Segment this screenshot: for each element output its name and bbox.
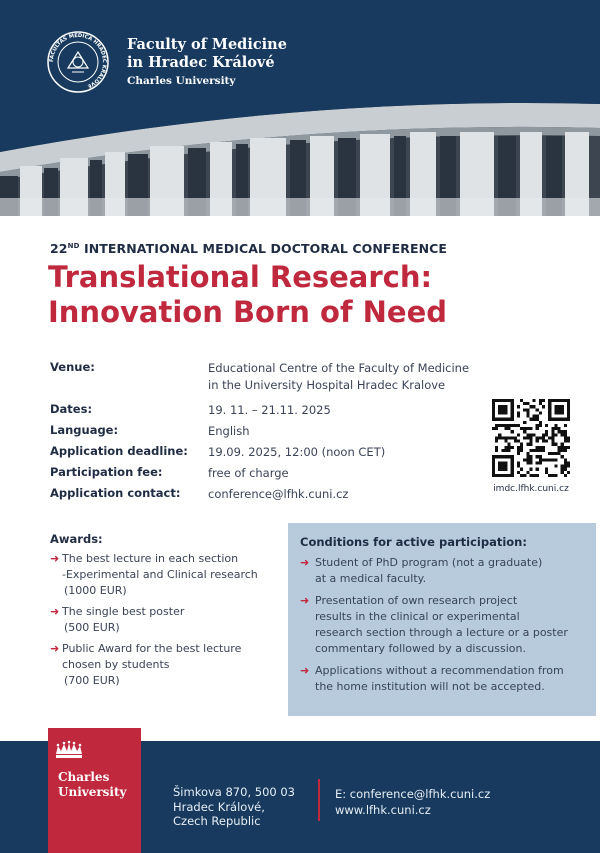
faculty-name: [127, 36, 287, 89]
dates-value: 19. 11. – 21.11. 2025: [208, 403, 331, 417]
title-line2: Innovation Born of Need: [48, 295, 448, 329]
deadline-label: Application deadline:: [50, 444, 188, 458]
contact-label: Application contact:: [50, 486, 181, 500]
building-photo: [0, 96, 600, 216]
qr-code-icon[interactable]: [492, 399, 570, 477]
contact-email-link[interactable]: conference@lfhk.cuni.cz: [208, 487, 349, 501]
language-value: English: [208, 424, 250, 438]
award-item: ➜ The single best poster (500 EUR): [50, 605, 185, 634]
condition-item: ➜ Presentation of own research project results in the clinical or experimental research section through a lecture or a poster commentary followed by a discussion.: [300, 594, 568, 655]
arrow-icon: ➜: [50, 642, 60, 655]
faculty-line2: in Hradec Králové: [127, 54, 275, 71]
university-name: Charles University: [127, 75, 236, 87]
logo-line1: Charles: [58, 770, 110, 784]
faculty-seal-icon: [46, 30, 110, 94]
footer-email-link[interactable]: E: conference@lfhk.cuni.cz: [335, 787, 491, 801]
conditions-box: [288, 523, 596, 716]
awards-section: [50, 532, 280, 694]
arrow-icon: ➜: [300, 556, 310, 569]
charles-university-logo: [48, 728, 141, 853]
award-item: ➜ Public Award for the best lecture chosen by students (700 EUR): [50, 642, 242, 687]
footer-divider: [318, 779, 320, 821]
deadline-value: 19.09. 2025, 12:00 (noon CET): [208, 445, 386, 459]
conference-title: [48, 260, 447, 330]
dates-label: Dates:: [50, 402, 93, 416]
award-item: ➜ The best lecture in each section -Experimental and Clinical research (1000 EUR): [50, 552, 258, 597]
fee-value: free of charge: [208, 466, 289, 480]
condition-item: ➜ Student of PhD program (not a graduate) at a medical faculty.: [300, 556, 543, 585]
qr-url[interactable]: imdc.lfhk.cuni.cz: [493, 484, 569, 494]
conditions-heading: Conditions for active participation:: [300, 535, 527, 549]
venue-label: Venue:: [50, 360, 95, 374]
crown-icon: [54, 740, 84, 760]
conference-name: 22ND INTERNATIONAL MEDICAL DOCTORAL CONFERENCE: [50, 241, 448, 256]
arrow-icon: ➜: [50, 605, 60, 618]
footer-web-link[interactable]: www.lfhk.cuni.cz: [335, 803, 431, 817]
logo-line2: University: [58, 785, 127, 799]
footer-contact: [335, 786, 490, 818]
condition-item: ➜ Applications without a recommendation from the home institution will not be accepted.: [300, 664, 564, 693]
awards-heading: Awards:: [50, 532, 103, 546]
arrow-icon: ➜: [50, 552, 60, 565]
faculty-line1: Faculty of Medicine: [127, 36, 287, 53]
svg-text:FACULTAS MEDICA HRADEC KRÁLOVÉ: FACULTAS MEDICA HRADEC KRÁLOVÉ: [48, 32, 108, 89]
venue-value: Educational Centre of the Faculty of Medicine in the University Hospital Hradec Kralove: [208, 361, 470, 392]
address: Šimkova 870, 500 03 Hradec Králové, Czech Republic: [173, 785, 295, 828]
language-label: Language:: [50, 423, 119, 437]
fee-label: Participation fee:: [50, 465, 163, 479]
arrow-icon: ➜: [300, 594, 310, 607]
arrow-icon: ➜: [300, 664, 310, 677]
title-line1: Translational Research:: [48, 260, 433, 294]
